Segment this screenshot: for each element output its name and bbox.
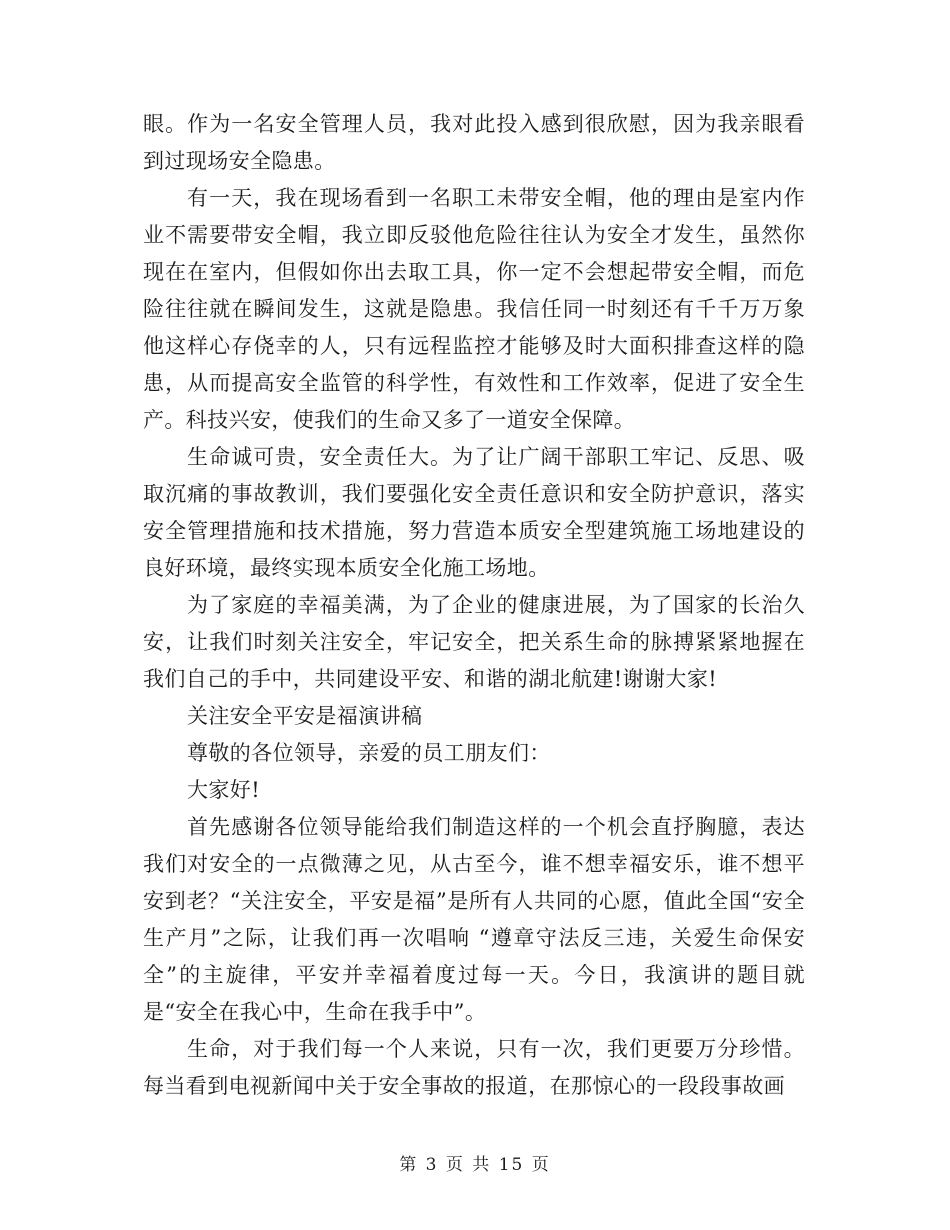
- paragraph-continuation: 眼。作为一名安全管理人员，我对此投入感到很欣慰，因为我亲眼看到过现场安全隐患。: [143, 112, 805, 173]
- greeting: 大家好!: [187, 778, 261, 802]
- salutation: 尊敬的各位领导，亲爱的员工朋友们：: [187, 741, 551, 765]
- paragraph-safety-helmet: 有一天，我在现场看到一名职工未带安全帽，他的理由是室内作业不需要带安全帽，我立即反驳他危险往往认为安全才发生，虽然你现在在室内，但假如你出去取工具，你一定不会想起带安全帽，而危险往往就在瞬间发生，这就是隐患。我信任同一时刻还有千千万万象他这样心存侥幸的人，只有远程监控才能够及时大面积排查这样的隐患，从而提高安全监管的科学性，有效性和工作效率，促进了安全生产。科技兴安，使我们的生命又多了一道安全保障。: [143, 186, 805, 432]
- speech-title: 关注安全平安是福演讲稿: [187, 704, 423, 728]
- paragraph-responsibility: 生命诚可贵，安全责任大。为了让广阔干部职工牢记、反思、吸取沉痛的事故教训，我们要强化安全责任意识和安全防护意识，落实安全管理措施和技术措施，努力营造本质安全型建筑施工场地建设的良好环境，最终实现本质安全化施工场地。: [143, 445, 805, 580]
- paragraph-life: 生命，对于我们每一个人来说，只有一次，我们更要万分珍惜。每当看到电视新闻中关于安全事故的报道，在那惊心的一段段事故画: [143, 1037, 805, 1098]
- paragraph-closing: 为了家庭的幸福美满，为了企业的健康进展，为了国家的长治久安，让我们时刻关注安全，牢记安全，把关系生命的脉搏紧紧地握在我们自己的手中，共同建设平安、和谐的湖北航建!谢谢大家!: [143, 593, 805, 691]
- paragraph-intro: 首先感谢各位领导能给我们制造这样的一个机会直抒胸臆，表达我们对安全的一点微薄之见，从古至今，谁不想幸福安乐，谁不想平安到老？“关注安全，平安是福”是所有人共同的心愿，值此全国“安全生产月”之际，让我们再一次唱响 “遵章守法反三违，关爱生命保安全”的主旋律，平安并幸福着度过每一天。今日，我演讲的题目就是“安全在我心中，生命在我手中”。: [143, 815, 805, 1024]
- document-body: [143, 106, 805, 1105]
- page-number-footer: 第 3 页 共 15 页: [399, 1155, 551, 1175]
